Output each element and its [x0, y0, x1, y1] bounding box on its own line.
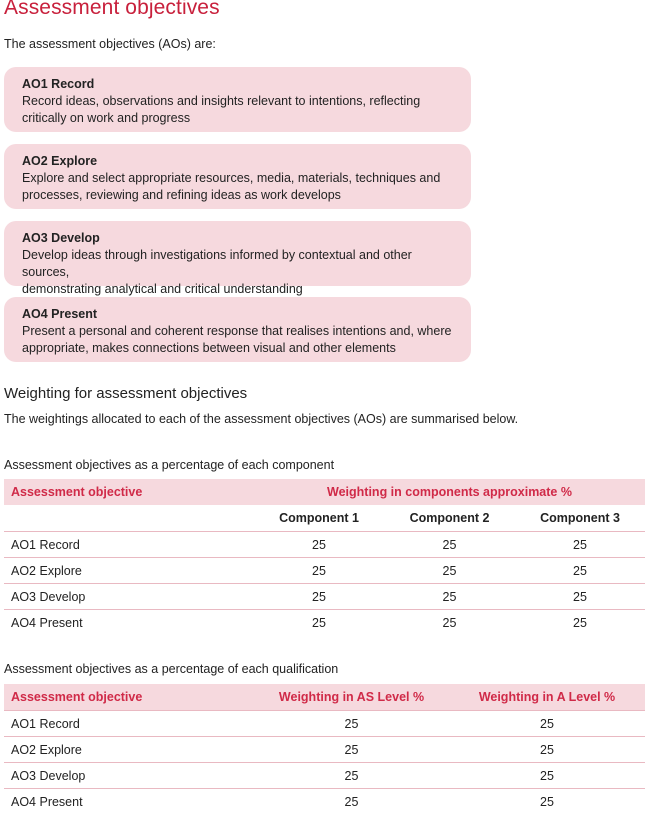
- table-cell: 25: [449, 737, 645, 763]
- table-cell: 25: [254, 711, 449, 737]
- table-row: [4, 789, 645, 815]
- table-cell: 25: [254, 584, 384, 610]
- table-cell: 25: [384, 558, 515, 584]
- ao-title: AO3 Develop: [22, 231, 100, 245]
- table-row: [4, 711, 645, 737]
- table-row: [4, 532, 645, 558]
- column-header: Component 1: [279, 511, 359, 525]
- column-header: Component 2: [409, 511, 490, 525]
- table-cell: 25: [384, 610, 515, 636]
- row-label: AO3 Develop: [4, 763, 254, 789]
- table-header-row: [4, 684, 645, 711]
- row-label: AO1 Record: [4, 711, 254, 737]
- table-cell: 25: [515, 584, 645, 610]
- ao-description-line: appropriate, makes connections between visual and other elements: [22, 341, 396, 355]
- ao-description-line: processes, reviewing and refining ideas as work develops: [22, 188, 341, 202]
- ao-description-line: Present a personal and coherent response that realises intentions and, where: [22, 324, 452, 338]
- column-header: Weighting in AS Level %: [254, 684, 449, 711]
- table-cell: 25: [254, 789, 449, 815]
- table-cell: 25: [254, 532, 384, 558]
- column-header: Component 3: [540, 511, 620, 525]
- page-title: Assessment objectives: [4, 0, 220, 19]
- qualification-table-caption: Assessment objectives as a percentage of each qualification: [4, 662, 339, 676]
- ao-card-develop: [4, 221, 471, 296]
- table-row: [4, 763, 645, 789]
- table-cell: 25: [515, 532, 645, 558]
- ao-description-line: Record ideas, observations and insights relevant to intentions, reflecting: [22, 94, 421, 108]
- table-cell: 25: [254, 737, 449, 763]
- column-header: Weighting in A Level %: [449, 684, 645, 711]
- table-cell: 25: [384, 532, 515, 558]
- ao-title: AO2 Explore: [22, 154, 98, 168]
- row-label: AO3 Develop: [4, 584, 254, 610]
- qualification-weighting-table: [4, 684, 645, 814]
- ao-card-present: [4, 297, 471, 362]
- row-label: AO4 Present: [4, 610, 254, 636]
- row-label: AO2 Explore: [4, 558, 254, 584]
- table-cell: 25: [449, 763, 645, 789]
- table-cell: 25: [449, 711, 645, 737]
- row-label: AO1 Record: [4, 532, 254, 558]
- table-cell: 25: [384, 584, 515, 610]
- ao-card-record: [4, 67, 471, 132]
- component-table-caption: Assessment objectives as a percentage of each component: [4, 458, 335, 472]
- column-header: Assessment objective: [4, 479, 254, 505]
- table-cell: 25: [254, 610, 384, 636]
- ao-description-line: Explore and select appropriate resources, media, materials, techniques and: [22, 171, 441, 185]
- table-cell: 25: [449, 789, 645, 815]
- row-label: AO2 Explore: [4, 737, 254, 763]
- table-row: [4, 558, 645, 584]
- ao-card-explore: [4, 144, 471, 209]
- table-cell: 25: [515, 610, 645, 636]
- table-header-row: [4, 479, 645, 505]
- table-subheader-row: [4, 505, 645, 532]
- weighting-intro: The weightings allocated to each of the assessment objectives (AOs) are summarised below.: [4, 412, 519, 426]
- ao-title: AO4 Present: [22, 307, 98, 321]
- table-cell: 25: [254, 763, 449, 789]
- row-label: AO4 Present: [4, 789, 254, 815]
- ao-title: AO1 Record: [22, 77, 95, 91]
- table-cell: 25: [515, 558, 645, 584]
- weighting-heading: Weighting for assessment objectives: [4, 385, 248, 402]
- component-weighting-table: [4, 479, 645, 635]
- intro-text: The assessment objectives (AOs) are:: [4, 37, 216, 51]
- ao-description-line: demonstrating analytical and critical understanding: [22, 282, 303, 296]
- ao-description-line: Develop ideas through investigations informed by contextual and other sources,: [22, 248, 412, 279]
- column-group-header: Weighting in components approximate %: [254, 479, 645, 505]
- table-row: [4, 737, 645, 763]
- column-header: Assessment objective: [4, 684, 254, 711]
- ao-description-line: critically on work and progress: [22, 111, 191, 125]
- table-row: [4, 610, 645, 636]
- table-row: [4, 584, 645, 610]
- table-cell: 25: [254, 558, 384, 584]
